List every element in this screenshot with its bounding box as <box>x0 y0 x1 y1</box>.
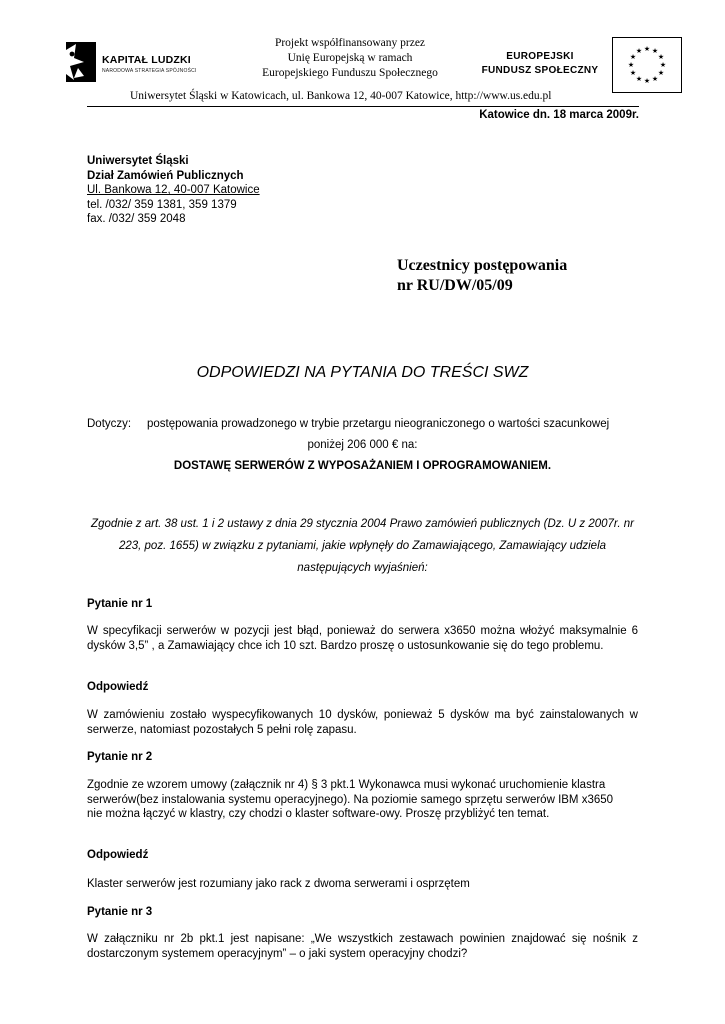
svg-text:★: ★ <box>651 75 659 83</box>
svg-text:★: ★ <box>657 53 665 61</box>
eu-flag-icon <box>612 37 682 93</box>
legal-basis-paragraph: Zgodnie z art. 38 ust. 1 i 2 ustawy z dnia 29 stycznia 2004 Prawo zamówień publicznych (Dz. U z 2007r. nr 223, poz. 1655) w związku z pytaniami, jakie wpłynęły do Zamawiającego, Zamawiający udziela następujących wyjaśnień: <box>91 518 634 574</box>
project-cofinancing-note <box>240 36 460 81</box>
eu-fund-line: FUNDUSZ SPOŁECZNY <box>481 65 599 76</box>
eu-fund-line: EUROPEJSKI <box>506 51 574 62</box>
svg-text:★: ★ <box>659 61 667 69</box>
question-text: W załączniku nr 2b pkt.1 jest napisane: „We wszystkich zestawach powinien znajdować się nośnik z dostarczonym systemem operacyjnym” – o jaki system operacyjny chodzi? <box>87 933 638 960</box>
svg-text:★: ★ <box>651 47 659 55</box>
answer-text: Klaster serwerów jest rozumiany jako rack z dwoma serwerami i osprzętem <box>87 878 470 890</box>
answer-heading: Odpowiedź <box>87 681 149 693</box>
svg-text:★: ★ <box>643 45 651 53</box>
eu-fund-label <box>470 50 610 78</box>
project-line: Projekt współfinansowany przez <box>274 37 426 49</box>
project-line: Europejskiego Funduszu Społecznego <box>262 67 438 79</box>
question-text: Zgodnie ze wzorem umowy (załącznik nr 4) § 3 pkt.1 Wykonawca musi wykonać uruchomienie klastra serwerów(bez instalowania systemu operacyjnego). Na poziomie samego sprzętu serwerów IBM x3650 nie można łączyć w klastry, czy chodzi o klaster software-owy. Proszę przybliżyć ten temat. <box>87 779 614 820</box>
question-heading: Pytanie nr 2 <box>87 751 153 763</box>
answer-heading: Odpowiedź <box>87 849 149 861</box>
svg-text:★: ★ <box>627 61 635 69</box>
answer-text: W zamówieniu zostało wyspecyfikowanych 10 dysków, ponieważ 5 dysków ma być zainstalowanych w serwerze, natomiast pozostałych 5 pełni rolę zapasu. <box>87 709 638 736</box>
subject-item: DOSTAWĘ SERWERÓW Z WYPOSAŻANIEM I OPROGRAMOWANIEM. <box>173 460 552 472</box>
sender-fax: fax. /032/ 359 2048 <box>87 213 186 225</box>
sender-block <box>87 154 260 227</box>
svg-text:★: ★ <box>635 75 643 83</box>
subject-line: postępowania prowadzonego w trybie przetargu nieograniczonego o wartości szacunkowej <box>147 418 610 430</box>
svg-text:★: ★ <box>635 47 643 55</box>
svg-text:★: ★ <box>629 53 637 61</box>
svg-text:★: ★ <box>643 77 651 85</box>
sender-department: Dział Zamówień Publicznych <box>87 169 244 182</box>
recipient-block <box>397 256 567 296</box>
recipient-line: nr RU/DW/05/09 <box>397 277 513 294</box>
header-divider <box>87 106 639 107</box>
subject-label: Dotyczy: <box>87 418 132 430</box>
sender-name: Uniwersytet Śląski <box>87 155 189 167</box>
sender-tel: tel. /032/ 359 1381, 359 1379 <box>87 198 237 211</box>
kapital-ludzki-title: KAPITAŁ LUDZKI <box>102 54 191 66</box>
svg-text:★: ★ <box>629 69 637 77</box>
kapital-ludzki-emblem-icon <box>62 40 102 86</box>
recipient-line: Uczestnicy postępowania <box>397 257 568 274</box>
document-title: ODPOWIEDZI NA PYTANIA DO TREŚCI SWZ <box>196 364 529 381</box>
subject-line: poniżej 206 000 € na: <box>307 439 418 451</box>
sender-street: Ul. Bankowa 12, 40-007 Katowice <box>87 184 260 196</box>
kapital-ludzki-logo <box>62 40 212 88</box>
svg-text:★: ★ <box>657 69 665 77</box>
university-address-line: Uniwersytet Śląski w Katowicach, ul. Bankowa 12, 40-007 Katowice, http://www.us.edu.pl <box>130 90 552 102</box>
project-line: Unię Europejską w ramach <box>287 52 413 64</box>
question-text: W specyfikacji serwerów w pozycji jest błąd, ponieważ do serwera x3650 można włożyć maksymalnie 6 dysków 3,5” , a Zamawiający chce ich 10 szt. Bardzo proszę o ustosunkowanie się do tego problemu. <box>87 625 638 652</box>
document-date: Katowice dn. 18 marca 2009r. <box>479 109 639 121</box>
question-heading: Pytanie nr 1 <box>87 598 153 610</box>
question-heading: Pytanie nr 3 <box>87 906 153 918</box>
kapital-ludzki-subtitle: NARODOWA STRATEGIA SPÓJNOŚCI <box>102 68 197 74</box>
